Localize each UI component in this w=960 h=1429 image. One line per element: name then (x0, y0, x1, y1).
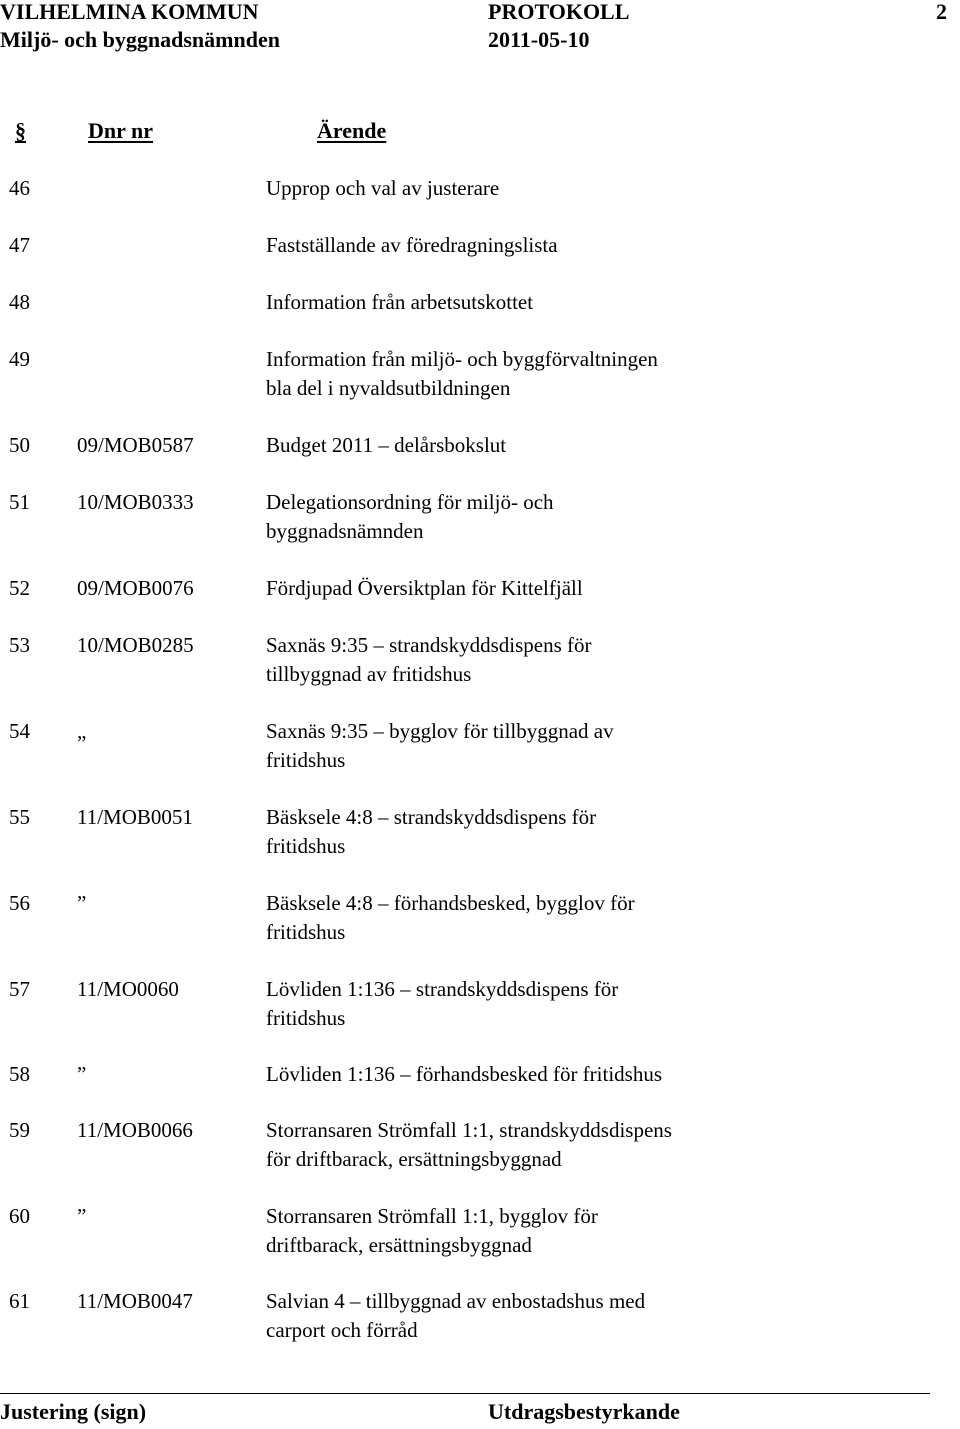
agenda-row (0, 345, 960, 402)
arende-line: för driftbarack, ersättningsbyggnad (266, 1146, 562, 1171)
committee-name: Miljö- och byggnadsnämnden (0, 27, 280, 52)
agenda-row (0, 1287, 960, 1344)
agenda-row (0, 574, 960, 603)
justering-label: Justering (sign) (0, 1399, 147, 1424)
arende-line: Lövliden 1:136 – strandskyddsdispens för (266, 977, 619, 1001)
arende-text (266, 231, 766, 260)
arende-text (266, 1287, 766, 1344)
paragraph-number: 56 (9, 891, 30, 915)
paragraph-number: 54 (9, 719, 30, 743)
municipality-name: VILHELMINA KOMMUN (0, 0, 259, 24)
arende-line: Information från arbetsutskottet (266, 290, 534, 314)
utdragsbestyrkande-label: Utdragsbestyrkande (488, 1399, 680, 1424)
arende-text (266, 288, 766, 317)
arende-line: carport och förråd (266, 1317, 418, 1342)
arende-line: Information från miljö- och byggförvaltningen (266, 347, 658, 371)
agenda-row (0, 288, 960, 317)
dnr-number: 10/MOB0333 (77, 490, 194, 514)
dnr-number: 11/MOB0047 (77, 1289, 193, 1313)
arende-text (266, 1202, 766, 1259)
paragraph-number: 61 (9, 1289, 30, 1313)
agenda-row (0, 1202, 960, 1259)
arende-text (266, 889, 766, 946)
arende-text (266, 345, 766, 402)
arende-line: Storransaren Strömfall 1:1, strandskyddsdispens (266, 1118, 672, 1142)
arende-line: Salvian 4 – tillbyggnad av enbostadshus med (266, 1289, 646, 1313)
paragraph-number: 57 (9, 977, 30, 1001)
paragraph-number: 51 (9, 490, 30, 514)
paragraph-number: 55 (9, 805, 30, 829)
arende-column-header: Ärende (317, 118, 387, 143)
arende-line: fritidshus (266, 833, 346, 858)
arende-text (266, 431, 766, 460)
arende-line: driftbarack, ersättningsbyggnad (266, 1232, 532, 1257)
agenda-row (0, 431, 960, 460)
arende-line: Upprop och val av justerare (266, 176, 500, 200)
dnr-number: ” (77, 1204, 87, 1228)
paragraph-number: 60 (9, 1204, 30, 1228)
paragraph-number: 58 (9, 1062, 30, 1086)
paragraph-number: 59 (9, 1118, 30, 1142)
arende-line: Bäsksele 4:8 – förhandsbesked, bygglov för (266, 891, 635, 915)
dnr-number: ” (77, 891, 87, 915)
agenda-row (0, 1116, 960, 1173)
arende-text (266, 488, 766, 545)
document-type: PROTOKOLL (488, 0, 630, 24)
dnr-number: ” (77, 1062, 87, 1086)
arende-line: Storransaren Strömfall 1:1, bygglov för (266, 1204, 598, 1228)
arende-text (266, 975, 766, 1032)
arende-line: tillbyggnad av fritidshus (266, 661, 472, 686)
paragraph-number: 47 (9, 233, 30, 257)
arende-line: Lövliden 1:136 – förhandsbesked för fritidshus (266, 1062, 663, 1086)
agenda-row (0, 631, 960, 688)
dnr-number: 11/MOB0051 (77, 805, 193, 829)
arende-line: Bäsksele 4:8 – strandskyddsdispens för (266, 805, 597, 829)
dnr-column-header: Dnr nr (88, 118, 153, 143)
arende-line: fritidshus (266, 1005, 346, 1030)
paragraph-number: 53 (9, 633, 30, 657)
arende-line: Saxnäs 9:35 – strandskyddsdispens för (266, 633, 592, 657)
arende-line: Fastställande av föredragningslista (266, 233, 558, 257)
arende-line: Saxnäs 9:35 – bygglov för tillbyggnad av (266, 719, 614, 743)
dnr-number: 11/MOB0066 (77, 1118, 193, 1142)
arende-line: bla del i nyvaldsutbildningen (266, 375, 511, 400)
agenda-row (0, 231, 960, 260)
agenda-row (0, 174, 960, 203)
arende-line: byggnadsnämnden (266, 518, 424, 543)
arende-text (266, 1116, 766, 1173)
dnr-number: „ (77, 719, 87, 743)
signature-line (0, 1393, 930, 1394)
arende-line: Delegationsordning för miljö- och (266, 490, 554, 514)
agenda-row (0, 1060, 960, 1089)
paragraph-number: 50 (9, 433, 30, 457)
paragraph-number: 52 (9, 576, 30, 600)
arende-line: fritidshus (266, 919, 346, 944)
arende-text (266, 174, 766, 203)
arende-text (266, 631, 766, 688)
arende-line: Fördjupad Översiktplan för Kittelfjäll (266, 576, 583, 600)
agenda-row (0, 717, 960, 774)
agenda-row (0, 889, 960, 946)
page-number: 2 (936, 0, 947, 24)
dnr-number: 09/MOB0076 (77, 576, 194, 600)
paragraph-column-header: § (15, 118, 26, 143)
dnr-number: 11/MO0060 (77, 977, 179, 1001)
arende-text (266, 803, 766, 860)
arende-line: fritidshus (266, 747, 346, 772)
arende-text (266, 574, 766, 603)
dnr-number: 10/MOB0285 (77, 633, 194, 657)
paragraph-number: 46 (9, 176, 30, 200)
meeting-date: 2011-05-10 (488, 27, 590, 52)
agenda-row (0, 975, 960, 1032)
arende-line: Budget 2011 – delårsbokslut (266, 433, 507, 457)
dnr-number: 09/MOB0587 (77, 433, 194, 457)
paragraph-number: 48 (9, 290, 30, 314)
agenda-row (0, 803, 960, 860)
arende-text (266, 1060, 766, 1089)
paragraph-number: 49 (9, 347, 30, 371)
arende-text (266, 717, 766, 774)
agenda-row (0, 488, 960, 545)
